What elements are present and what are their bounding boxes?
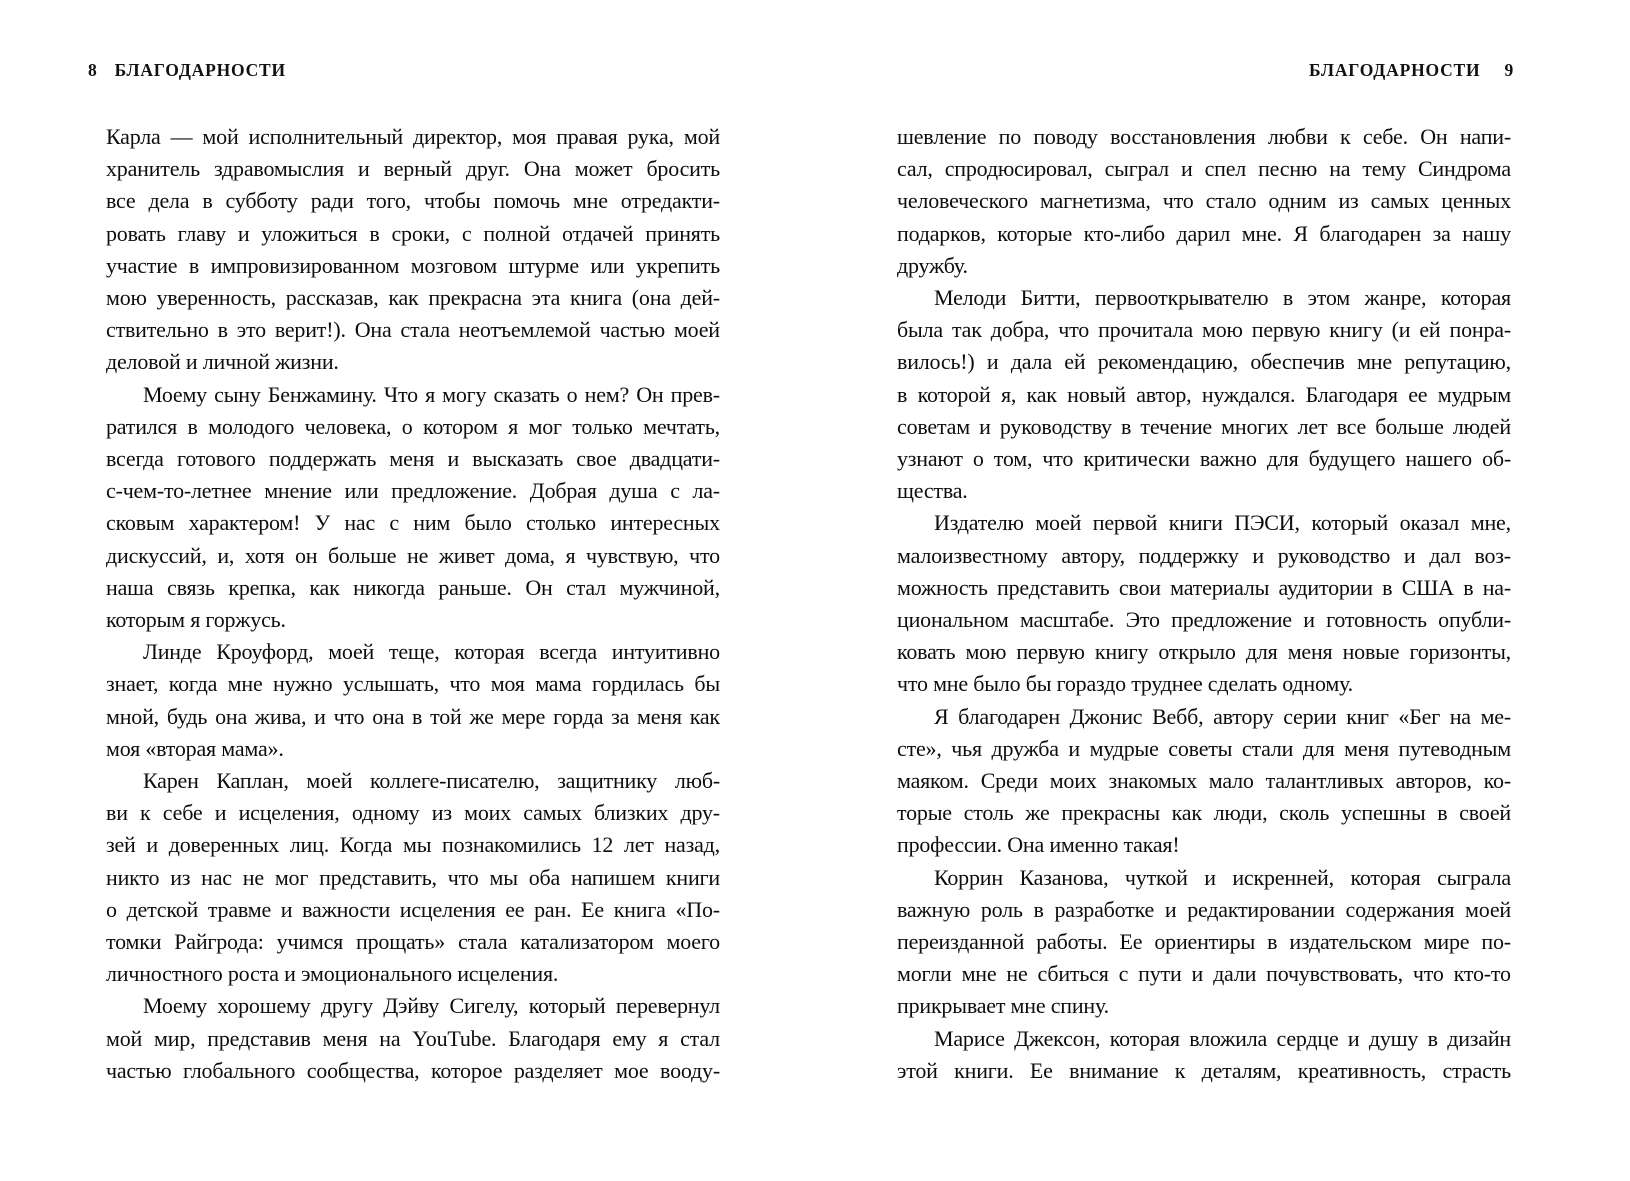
text-line: Моему хорошему другу Дэйву Сигелу, который перевернул (143, 993, 720, 1019)
text-line: Коррин Казанова, чуткой и искренней, которая сыграла (934, 864, 1511, 890)
text-line: можность представить свои материалы аудитории в США в на- (897, 574, 1511, 600)
text-line: мой мир, представив меня на YouTube. Благодаря ему я стал (106, 1025, 720, 1051)
text-line: наша связь крепка, как никогда раньше. Он стал мужчиной, (106, 574, 720, 600)
text-line: подарков, которые кто-либо дарил мне. Я благодарен за нашу (897, 220, 1511, 246)
text-line: щества. (897, 478, 968, 504)
text-line: узнают о том, что критически важно для будущего нашего об- (897, 446, 1511, 472)
left-running-head-label: БЛАГОДАРНОСТИ (114, 60, 286, 80)
left-page-number: 8 (88, 60, 98, 80)
text-line: сал, спродюсировал, сыграл и спел песню на тему Синдрома (897, 156, 1511, 182)
text-line: личностного роста и эмоционального исцеления. (106, 961, 559, 987)
text-line: Карла — мой исполнительный директор, моя правая рука, мой (106, 124, 720, 149)
text-line: переизданной работы. Ее ориентиры в издательском мире по- (897, 929, 1511, 955)
text-line: ствительно в это верит!). Она стала неотъемлемой частью моей (106, 317, 720, 343)
text-line: Марисе Джексон, которая вложила сердце и душу в дизайн (934, 1025, 1511, 1051)
text-line: о детской травме и важности исцеления ее ран. Ее книга «По- (106, 896, 720, 922)
text-line: вилось!) и дала ей рекомендацию, обеспечив мне репутацию, (897, 349, 1511, 375)
text-line: могли мне не сбиться с пути и дали почувствовать, что кто-то (897, 961, 1511, 987)
text-line: что мне было бы гораздо труднее сделать одному. (897, 671, 1353, 697)
text-line: малоизвестному автору, поддержку и руководство и дал воз- (897, 542, 1511, 568)
text-line: никто из нас не мог представить, что мы оба напишем книги (106, 864, 720, 890)
text-line: томки Райгрода: учимся прощать» стала катализатором моего (106, 929, 720, 955)
text-line: ровать главу и уложиться в сроки, с полной отдачей принять (106, 220, 720, 246)
text-line: хранитель здравомыслия и верный друг. Она может бросить (106, 156, 720, 182)
text-line: дискуссий, и, хотя он больше не живет дома, я чувствую, что (106, 542, 720, 568)
right-running-head (1309, 60, 1514, 81)
text-line: ковать мою первую книгу открыло для меня новые горизонты, (897, 639, 1511, 665)
text-line: Моему сыну Бенжамину. Что я могу сказать о нем? Он прев- (143, 381, 720, 407)
text-line: Линде Кроуфорд, моей теще, которая всегда интуитивно (143, 639, 720, 665)
text-line: всегда готового поддержать меня и высказать свое двадцати- (106, 446, 720, 472)
text-line: Карен Каплан, моей коллеге-писателю, защитнику люб- (143, 768, 720, 794)
text-line: которым я горжусь. (106, 607, 286, 633)
text-line: шевление по поводу восстановления любви к себе. Он напи- (897, 124, 1511, 149)
text-line: с-чем-то-летнее мнение или предложение. Добрая душа с ла- (106, 478, 720, 504)
text-line: мной, будь она жива, и что она в той же мере горда за меня как (106, 703, 720, 729)
text-line: профессии. Она именно такая! (897, 832, 1180, 858)
left-running-head (88, 60, 286, 81)
text-line: важную роль в разработке и редактировании содержания моей (897, 896, 1511, 922)
text-line: знает, когда мне нужно услышать, что моя мама гордилась бы (106, 671, 720, 697)
text-line: участие в импровизированном мозговом штурме или укрепить (106, 252, 720, 278)
text-line: сковым характером! У нас с ним было столько интересных (106, 510, 720, 536)
text-line: зей и доверенных лиц. Когда мы познакомились 12 лет назад, (106, 832, 720, 858)
text-line: сте», чья дружба и мудрые советы стали для меня путеводным (897, 735, 1511, 761)
right-page-number: 9 (1504, 60, 1514, 80)
text-line: частью глобального сообщества, которое разделяет мое вооду- (106, 1057, 720, 1083)
text-line: была так добра, что прочитала мою первую книгу (и ей понра- (897, 317, 1511, 343)
text-line: в которой я, как новый автор, нуждался. Благодаря ее мудрым (897, 381, 1511, 407)
text-line: человеческого магнетизма, что стало одним из самых ценных (897, 188, 1511, 214)
text-line: Я благодарен Джонис Вебб, автору серии книг «Бег на ме- (934, 703, 1511, 729)
left-page-text (106, 121, 720, 1087)
text-line: ратился в молодого человека, о котором я мог только мечтать, (106, 413, 720, 439)
text-line: советам и руководству в течение многих лет все больше людей (897, 413, 1511, 439)
text-line: циональном масштабе. Это предложение и готовность опубли- (897, 607, 1511, 633)
text-line: маяком. Среди моих знакомых мало талантливых авторов, ко- (897, 768, 1511, 794)
text-line: этой книги. Ее внимание к деталям, креативность, страсть (897, 1057, 1511, 1083)
text-line: моя «вторая мама». (106, 735, 284, 761)
text-line: прикрывает мне спину. (897, 993, 1109, 1019)
right-running-head-label: БЛАГОДАРНОСТИ (1309, 60, 1481, 80)
right-page-text (897, 121, 1511, 1087)
text-line: Мелоди Битти, первооткрывателю в этом жанре, которая (934, 285, 1511, 311)
text-line: мою уверенность, рассказав, как прекрасна эта книга (она дей- (106, 285, 720, 311)
text-line: дружбу. (897, 252, 968, 278)
text-line: ви к себе и исцеления, одному из моих самых близких дру- (106, 800, 720, 826)
text-line: торые столь же прекрасны как люди, сколь успешны в своей (897, 800, 1511, 826)
text-line: все дела в субботу ради того, чтобы помочь мне отредакти- (106, 188, 720, 214)
text-line: Издателю моей первой книги ПЭСИ, который оказал мне, (934, 510, 1511, 536)
text-line: деловой и личной жизни. (106, 349, 339, 375)
